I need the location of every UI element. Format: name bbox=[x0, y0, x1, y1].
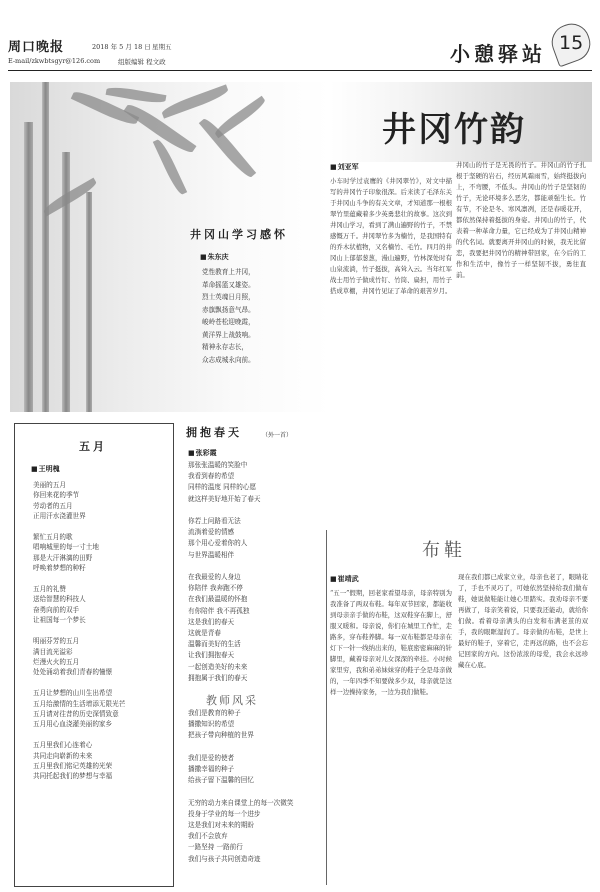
email: E-mail/zkwbtsgyr@126.com bbox=[8, 57, 101, 65]
may-poem-line: 共同托起我们的梦想与幸福 bbox=[33, 772, 113, 781]
may-poem-line: 美丽的五月 bbox=[33, 481, 66, 489]
hug-poem-line: 让我们拥抱春天 bbox=[188, 651, 235, 660]
teacher-poem-lines bbox=[188, 708, 322, 865]
may-poem-line: 五月里我们心连着心 bbox=[33, 741, 93, 750]
hug-poem-line: 流淌着爱的情感 bbox=[188, 528, 235, 537]
teacher-poem-line bbox=[188, 742, 322, 753]
hug-poem-lines bbox=[188, 460, 322, 684]
teacher-poem-line: 投身于学业的每一个进步 bbox=[188, 809, 261, 818]
issue-date: 2018 年 5 月 18 日 bbox=[92, 43, 151, 51]
study-poem-line: 精神永存志长， bbox=[202, 343, 249, 351]
hug-poem-line: 那张张温暖的笑脸中 bbox=[188, 461, 248, 469]
study-poem-title: 井冈山学习感怀 bbox=[190, 228, 288, 241]
may-poem-line: 正用汗水浇灌世界 bbox=[33, 512, 86, 521]
page-editor: 组版编辑 程文政 bbox=[118, 58, 166, 66]
teacher-poem-line: 给孩子留下温馨的回忆 bbox=[188, 776, 254, 785]
may-poem-line: 满目流光溢彩 bbox=[33, 647, 73, 656]
shoes-title: 布鞋 bbox=[422, 540, 466, 561]
may-poem-line bbox=[33, 522, 167, 532]
may-poem-line: 处处涌动着我们青春的憧憬 bbox=[33, 668, 113, 677]
may-poem-line: 那是大汗淋漓的田野 bbox=[33, 553, 93, 562]
may-poem-line: 让祖国每一个梦长 bbox=[33, 616, 86, 625]
may-poem-line: 明丽芬芳的五月 bbox=[33, 637, 80, 646]
study-poem-line: 峻岭苍松迎晚霞， bbox=[202, 318, 255, 326]
may-poem-line: 五月让梦想的山川生出希望 bbox=[33, 689, 113, 698]
may-poem-line: 五月里我们铭记英雄的光荣 bbox=[33, 761, 113, 770]
hug-poem-line: 那个用心爱着你的人 bbox=[188, 539, 248, 548]
study-poem-line: 众志成城永向前。 bbox=[202, 355, 255, 364]
may-poem-line: 五月给激情的生活增添无限光芒 bbox=[33, 699, 126, 708]
may-poem-line: 你回来花的季节 bbox=[33, 491, 80, 500]
may-poem-title: 五月 bbox=[79, 440, 107, 453]
column-divider bbox=[326, 530, 327, 885]
may-poem-line bbox=[33, 730, 167, 740]
may-poem-line bbox=[33, 678, 167, 688]
hug-poem-line: 与世界温暖相伴 bbox=[188, 550, 235, 559]
may-poem-line: 送给智慧的科技人 bbox=[33, 595, 86, 604]
page-number: 15 bbox=[558, 32, 584, 54]
article-col-1: 小车时学过袁鹰的《井冈翠竹》，对文中描写的井冈竹子印象很深。后来读了毛泽东关于井冈山斗争的有关文章，才知道那一根根翠竹里蕴藏着多少英勇悲壮的故事。这次到井冈山学习，看到了满山遍野的竹子，不禁感慨万千。井冈翠竹多为楠竹，是我国特有的乔木状植物，又名楠竹、毛竹。四月的井冈山上郁郁葱葱，漫山遍野，竹林深处时有山泉流淌，竹子挺拔，高耸入云。当年红军战士用竹子做成竹钉、竹筒、扁担，用竹子搭成草棚，井冈竹见证了革命的艰苦岁月。 bbox=[330, 177, 452, 295]
may-poem-line: 劳动者的五月 bbox=[33, 501, 73, 510]
teacher-poem-line: 把孩子带向种植的世界 bbox=[188, 731, 254, 740]
may-poem-line: 烂漫火火的五月 bbox=[33, 657, 80, 666]
teacher-poem-line: 无穷的动力来自课堂上的每一次微笑 bbox=[188, 798, 294, 807]
may-poem-lines bbox=[33, 480, 167, 782]
section-title: 小憩驿站 bbox=[450, 42, 546, 66]
hug-poem-line: 有你陪伴 我不再孤独 bbox=[188, 606, 250, 615]
teacher-poem-line: 我们与孩子共同创造奇迹 bbox=[188, 854, 261, 863]
may-poem-line: 五月的礼赞 bbox=[33, 585, 66, 594]
teacher-poem-line: 播撒幸福的种子 bbox=[188, 765, 235, 774]
study-poem-line: 赤旗飘扬意气昂。 bbox=[202, 305, 255, 314]
hug-poem-line: 温馨而美好的生活 bbox=[188, 640, 241, 649]
may-poem-line: 五月请对往昔的历史深情致意 bbox=[33, 709, 119, 718]
may-poem-line: 五月用心血浇灌美丽的家乡 bbox=[33, 720, 113, 729]
hug-poem-line bbox=[188, 561, 322, 572]
shoes-col-1: “五一”假期，回老家看望母亲，母亲特别为我准备了两双布鞋。每年双节回家，都能收到母亲亲手做的布鞋，这双鞋穿在脚上，舒服又暖和。母亲说，你们在城里工作忙，走路多，穿布鞋养脚。每一双布鞋都是母亲在灯下一针一线纳出来的，鞋底密密麻麻的针脚里，藏着母亲对儿女深深的牵挂。小时候家里穷，我和弟弟妹妹穿的鞋子全是母亲做的，一年四季不知要做多少双，母亲就是这样一边操持家务，一边为我们做鞋。 bbox=[330, 589, 452, 696]
may-poem-line: 奋勇向前的双手 bbox=[33, 605, 80, 614]
hug-poem-title: 拥抱春天 bbox=[186, 426, 242, 439]
teacher-poem-line: 这是我们对未来的期盼 bbox=[188, 821, 254, 830]
hug-poem-line: 就这样美好地开始了春天 bbox=[188, 494, 261, 503]
teacher-subtitle: 教师风采 bbox=[206, 694, 258, 707]
hug-poem-line: 这就是青春 bbox=[188, 629, 221, 638]
teacher-poem-line: 一路坚持 一路前行 bbox=[188, 843, 243, 852]
hug-poem-line: 这是我们的春天 bbox=[188, 617, 235, 626]
article-col-2: 井冈山的竹子是无畏的竹子。井冈山的竹子扎根于坚硬的岩石，经历风霜雨雪，始终挺拔向上，不弯腰，不低头。井冈山的竹子是坚韧的竹子，无论环境多么恶劣，都能顽强生长。竹有节，不论是冬、寒风凛冽，还是春暖花开，都依然保持着挺拔的身姿。井冈山的竹子，代表着一种革命力量，它已经成为了井冈山精神的代名词。就要离开井冈山的时候，我无比留恋，我要把井冈竹的精神带回家，在今后的工作和生活中，像竹子一样坚韧不拔，勇往直前。 bbox=[456, 161, 586, 279]
may-poem-box bbox=[14, 423, 174, 887]
hug-poem-line: 你若上问路看无法 bbox=[188, 517, 241, 526]
may-poem-line: 呼唤着梦想的种籽 bbox=[33, 564, 86, 573]
hug-poem-line bbox=[188, 505, 322, 516]
header-rule bbox=[8, 70, 592, 71]
masthead: 周口晚报 bbox=[8, 40, 65, 55]
hug-poem-line: 你陪伴 我奔跑不停 bbox=[188, 584, 243, 593]
teacher-poem-line bbox=[188, 786, 322, 797]
hug-poem-line: 在我们最温暖的怀抱 bbox=[188, 595, 248, 604]
may-poem-line bbox=[33, 626, 167, 636]
hug-poem-line: 我看到春的希望 bbox=[188, 472, 235, 481]
may-poem-line bbox=[33, 574, 167, 584]
page-number-badge bbox=[547, 19, 596, 68]
hug-poem-line: 拥抱属于我们的春天 bbox=[188, 673, 248, 682]
study-poem-line: 烈士英魂日月照， bbox=[202, 293, 255, 301]
hug-poem-author: ■ 张彩霞 bbox=[188, 448, 217, 458]
shoes-col-2: 现在我们都已成家立业，母亲也老了，眼睛花了，手也不灵巧了，可她依然坚持给我们做布鞋，她说做鞋能让她心里踏实。我劝母亲不要再做了，母亲笑着说，只要我还能动，就给你们做。看着母亲满头的白发和布满老茧的双手，我的眼眶湿润了。母亲做的布鞋，是世上最好的鞋子，穿着它，走再远的路，也不会忘记回家的方向。这份浓浓的母爱，我会永远珍藏在心底。 bbox=[458, 573, 588, 669]
shoes-author: ■ 崔靖武 bbox=[330, 574, 359, 584]
weekday: 星期五 bbox=[152, 43, 172, 51]
study-poem-line: 黄洋界上战鼓响。 bbox=[202, 330, 255, 339]
teacher-poem-line: 播撒知识的希望 bbox=[188, 720, 235, 729]
may-poem-line: 共同走向崭新的未来 bbox=[33, 751, 93, 760]
may-poem-line: 繁忙五月的歌 bbox=[33, 533, 73, 542]
hug-poem-line: 同样的温度 同样的心愿 bbox=[188, 483, 257, 492]
study-poem-line: 党性教育上井冈， bbox=[202, 268, 255, 276]
teacher-poem-line: 我们是爱的使者 bbox=[188, 753, 235, 762]
study-poem-lines bbox=[202, 266, 320, 366]
teacher-poem-line: 我们是教育的种子 bbox=[188, 709, 241, 717]
may-poem-line: 唱响城里的每一寸土地 bbox=[33, 543, 99, 552]
study-poem-author: ■ 朱东庆 bbox=[200, 252, 229, 262]
may-poem-author: ■ 王明槐 bbox=[31, 464, 60, 474]
hug-poem-line: 一起创造美好的未来 bbox=[188, 662, 248, 671]
hug-poem-dedication: （外一首） bbox=[262, 432, 293, 439]
teacher-poem-line: 我们不会放弃 bbox=[188, 832, 228, 841]
study-poem-line: 革命摇篮又雄姿。 bbox=[202, 280, 255, 289]
article-author: ■ 刘亚军 bbox=[330, 162, 359, 172]
hug-poem-line: 在我最爱的人身边 bbox=[188, 573, 241, 582]
article-title: 井冈竹韵 bbox=[382, 110, 526, 150]
